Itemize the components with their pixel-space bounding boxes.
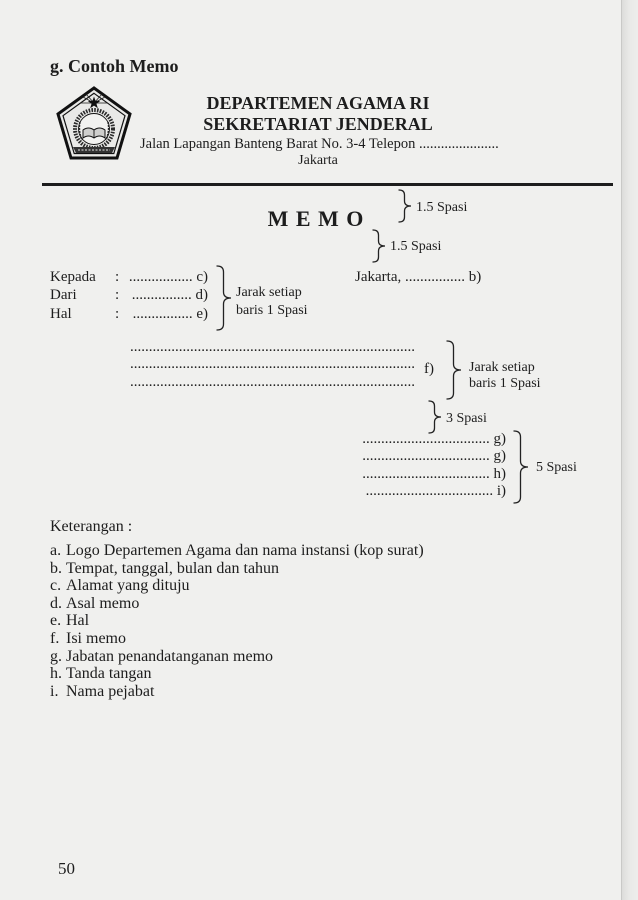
note-header-rows-line-1: Jarak setiap: [236, 285, 302, 300]
list-item-text: Hal: [66, 612, 90, 630]
brace-after-title: [373, 230, 385, 262]
brace-before-signature: [429, 401, 441, 433]
legend-title: Keterangan :: [50, 518, 133, 535]
org-name-line-1: DEPARTEMEN AGAMA RI: [206, 93, 430, 113]
note-header-rows-line-2: baris 1 Spasi: [236, 303, 308, 318]
list-item-letter: c.: [50, 577, 62, 595]
list-item-letter: b.: [50, 559, 62, 577]
list-item: [50, 595, 424, 613]
field-colon: :: [115, 306, 120, 322]
note-after-title: 1.5 Spasi: [390, 239, 442, 254]
note-body-rows-line-1: Jarak setiap: [469, 360, 535, 375]
list-item-text: Tempat, tanggal, bulan dan tahun: [66, 559, 280, 577]
signature-line-name: .................................. i): [365, 484, 506, 499]
list-item-text: Isi memo: [66, 629, 126, 647]
list-item-letter: f.: [50, 629, 60, 647]
org-city: Jakarta: [298, 153, 338, 168]
list-item-text: Alamat yang dituju: [66, 577, 190, 595]
note-signature: 5 Spasi: [536, 460, 577, 475]
field-colon: :: [115, 269, 120, 285]
list-item-letter: h.: [50, 665, 62, 683]
page-number: 50: [58, 859, 75, 878]
section-title: g. Contoh Memo: [50, 56, 179, 76]
list-item-letter: g.: [50, 647, 62, 665]
signature-line-sign: .................................. h): [362, 467, 506, 482]
org-name-line-2: SEKRETARIAT JENDERAL: [203, 114, 433, 134]
page-edge: [621, 0, 638, 900]
list-item-letter: i.: [50, 682, 59, 700]
list-item: [50, 630, 424, 648]
field-colon: :: [115, 287, 120, 303]
list-item-letter: d.: [50, 594, 62, 612]
department-logo: [56, 86, 132, 160]
note-before-signature: 3 Spasi: [446, 411, 487, 426]
list-item-letter: e.: [50, 612, 62, 630]
field-value-dari: ................ d): [131, 288, 208, 303]
logo-inner-circle: [79, 114, 110, 145]
brace-body-rows: [447, 341, 461, 399]
list-item-text: Tanda tangan: [66, 665, 152, 683]
note-after-letterhead: 1.5 Spasi: [416, 200, 468, 215]
list-item-text: Nama pejabat: [66, 682, 155, 700]
body-marker: f): [424, 361, 434, 377]
org-address: Jalan Lapangan Banteng Barat No. 3-4 Telepon ......................: [140, 136, 499, 152]
list-item: [50, 648, 424, 666]
list-item-letter: a.: [50, 542, 62, 559]
memo-title: M E M O: [267, 206, 365, 231]
field-value-hal: ................ e): [132, 307, 208, 322]
brace-signature: [514, 431, 528, 503]
brace-header-rows: [217, 266, 231, 330]
field-label-dari: Dari: [50, 287, 77, 303]
list-item: [50, 542, 424, 560]
legend-list: [50, 542, 424, 700]
note-body-rows-line-2: baris 1 Spasi: [469, 376, 541, 391]
list-item-text: Jabatan penandatanganan memo: [66, 647, 274, 665]
body-line: ............................................................................: [130, 357, 415, 372]
field-value-kepada: ................. c): [128, 270, 208, 285]
body-line: ............................................................................: [130, 340, 415, 355]
list-item: [50, 683, 424, 701]
signature-line-position: .................................. g): [362, 432, 506, 447]
list-item-text: Logo Departemen Agama dan nama instansi (kop surat): [66, 542, 424, 559]
list-item: [50, 577, 424, 595]
body-line: ............................................................................: [130, 375, 415, 390]
list-item-text: Asal memo: [66, 594, 140, 612]
place-date: Jakarta, ................ b): [355, 269, 482, 285]
letterhead-rule: [42, 183, 613, 186]
field-label-kepada: Kepada: [50, 269, 96, 285]
list-item: [50, 612, 424, 630]
signature-line-position: .................................. g): [362, 449, 506, 464]
field-label-hal: Hal: [50, 306, 72, 322]
list-item: [50, 560, 424, 578]
list-item: [50, 665, 424, 683]
